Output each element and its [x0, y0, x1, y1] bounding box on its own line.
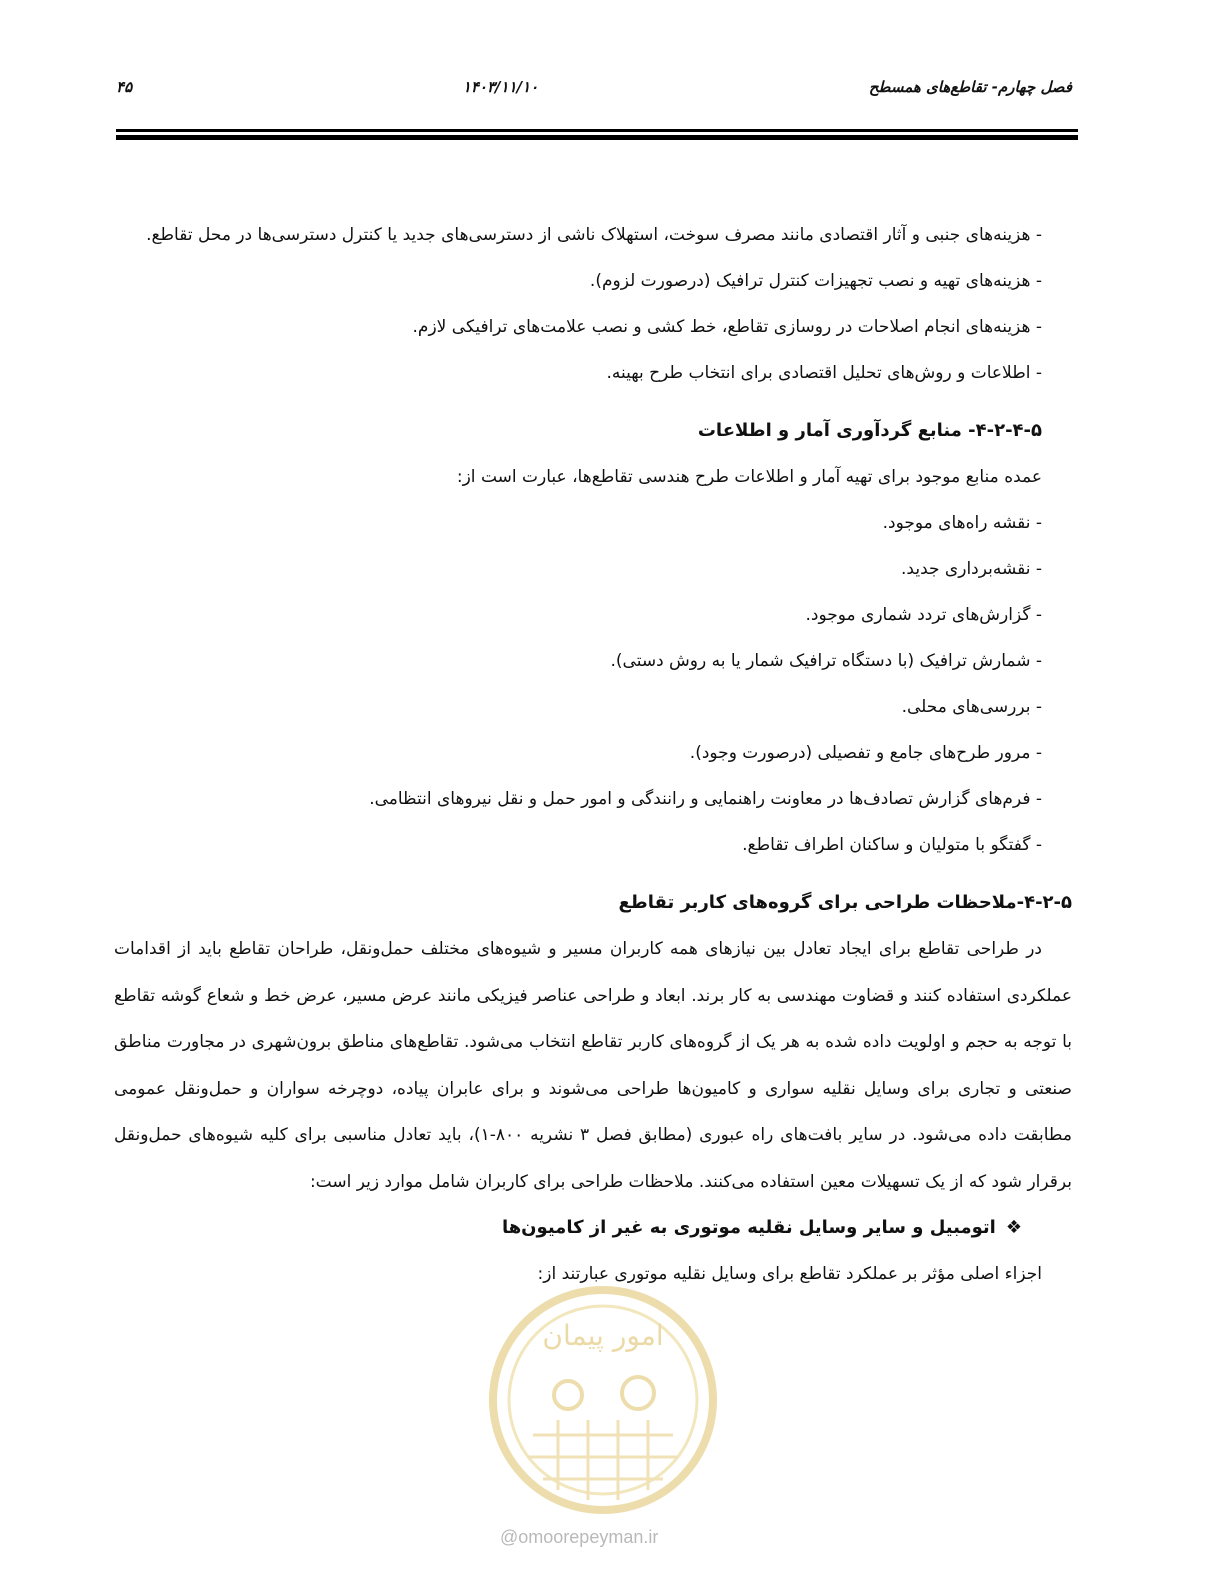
page-header: [116, 72, 1072, 102]
watermark-site: @omoorepeyman.ir: [500, 1527, 659, 1547]
svg-text:امور پیمان: امور پیمان: [542, 1319, 664, 1352]
data-source-item: - شمارش ترافیک (با دستگاه ترافیک شمار یا به روش دستی).: [610, 651, 1042, 671]
chapter-title: فصل چهارم- تقاطع‌های همسطح: [868, 78, 1072, 96]
data-source-item: - بررسی‌های محلی.: [901, 697, 1042, 717]
data-source-item: - مرور طرح‌های جامع و تفصیلی (درصورت وجود).: [689, 743, 1042, 763]
section-heading-data-sources: ۴-۲-۴-۵- منابع گردآوری آمار و اطلاعات: [697, 420, 1042, 441]
subheading-text: اتومبیل و سایر وسایل نقلیه موتوری به غیر از کامیون‌ها: [501, 1217, 996, 1238]
subheading-motor-vehicles: [114, 1205, 1072, 1251]
data-source-item: - نقشه‌برداری جدید.: [901, 559, 1042, 579]
motor-vehicle-components-intro: اجزاء اصلی مؤثر بر عملکرد تقاطع برای وسایل نقلیه موتوری عبارتند از:: [537, 1264, 1042, 1284]
diamond-bullet-icon: ❖: [1005, 1217, 1022, 1238]
data-source-item: - گفتگو با متولیان و ساکنان اطراف تقاطع.: [742, 835, 1042, 855]
section-heading-user-groups: ۴-۲-۵-ملاحظات طراحی برای گروه‌های کاربر تقاطع: [618, 892, 1072, 913]
data-source-item: - گزارش‌های تردد شماری موجود.: [805, 605, 1042, 625]
header-rule-thin: [116, 129, 1078, 132]
header-date: ۱۴۰۳/۱۱/۱۰: [462, 78, 539, 96]
omoor-peyman-watermark-logo: [488, 1285, 718, 1515]
header-rule-thick: [116, 135, 1078, 140]
user-groups-paragraph: در طراحی تقاطع برای ایجاد تعادل بین نیازهای همه کاربران مسیر و شیوه‌های مختلف حمل‌ونقل، طراحان تقاطع باید از اقدامات عملکردی استفاده کنند و قضاوت مهندسی به کار برند. ابعاد و طراحی عناصر فیزیکی مانند عرض مسیر، عرض خط و شعاع گوشه تقاطع با توجه به حجم و اولویت داده شده به هر یک از گروه‌های کاربر تقاطع انتخاب می‌شود. تقاطع‌های مناطق برون‌شهری در مجاورت مناطق صنعتی و تجاری برای وسایل نقلیه سواری و کامیون‌ها طراحی می‌شوند و برای عابران پیاده، دوچرخه سواران و حمل‌ونقل عمومی مطابقت داده می‌شود. در سایر بافت‌های راه عبوری (مطابق فصل ۳ نشریه ۸۰۰-۱)، باید تعادل مناسبی برای کلیه شیوه‌های حمل‌ونقل برقرار شود که از یک تسهیلات معین استفاده می‌کنند. ملاحظات طراحی برای کاربران شامل موارد زیر است:: [114, 939, 1072, 1192]
page-number: ۴۵: [116, 78, 133, 96]
data-source-item: - فرم‌های گزارش تصادف‌ها در معاونت راهنمایی و رانندگی و امور حمل و نقل نیروهای انتظامی.: [369, 789, 1042, 809]
data-source-item: - نقشه راه‌های موجود.: [882, 513, 1042, 533]
data-sources-intro: عمده منابع موجود برای تهیه آمار و اطلاعات طرح هندسی تقاطع‌ها، عبارت است از:: [456, 467, 1042, 487]
cost-bullet-1: - هزینه‌های جنبی و آثار اقتصادی مانند مصرف سوخت، استهلاک ناشی از دسترسی‌های جدید یا کنترل دسترسی‌ها در محل تقاطع.: [146, 225, 1042, 245]
cost-bullet-4: - اطلاعات و روش‌های تحلیل اقتصادی برای انتخاب طرح بهینه.: [606, 363, 1042, 383]
cost-bullet-2: - هزینه‌های تهیه و نصب تجهیزات کنترل ترافیک (درصورت لزوم).: [589, 271, 1042, 291]
page-body: [114, 212, 1072, 1297]
cost-bullet-3: - هزینه‌های انجام اصلاحات در روسازی تقاطع، خط کشی و نصب علامت‌های ترافیکی لازم.: [412, 317, 1042, 337]
